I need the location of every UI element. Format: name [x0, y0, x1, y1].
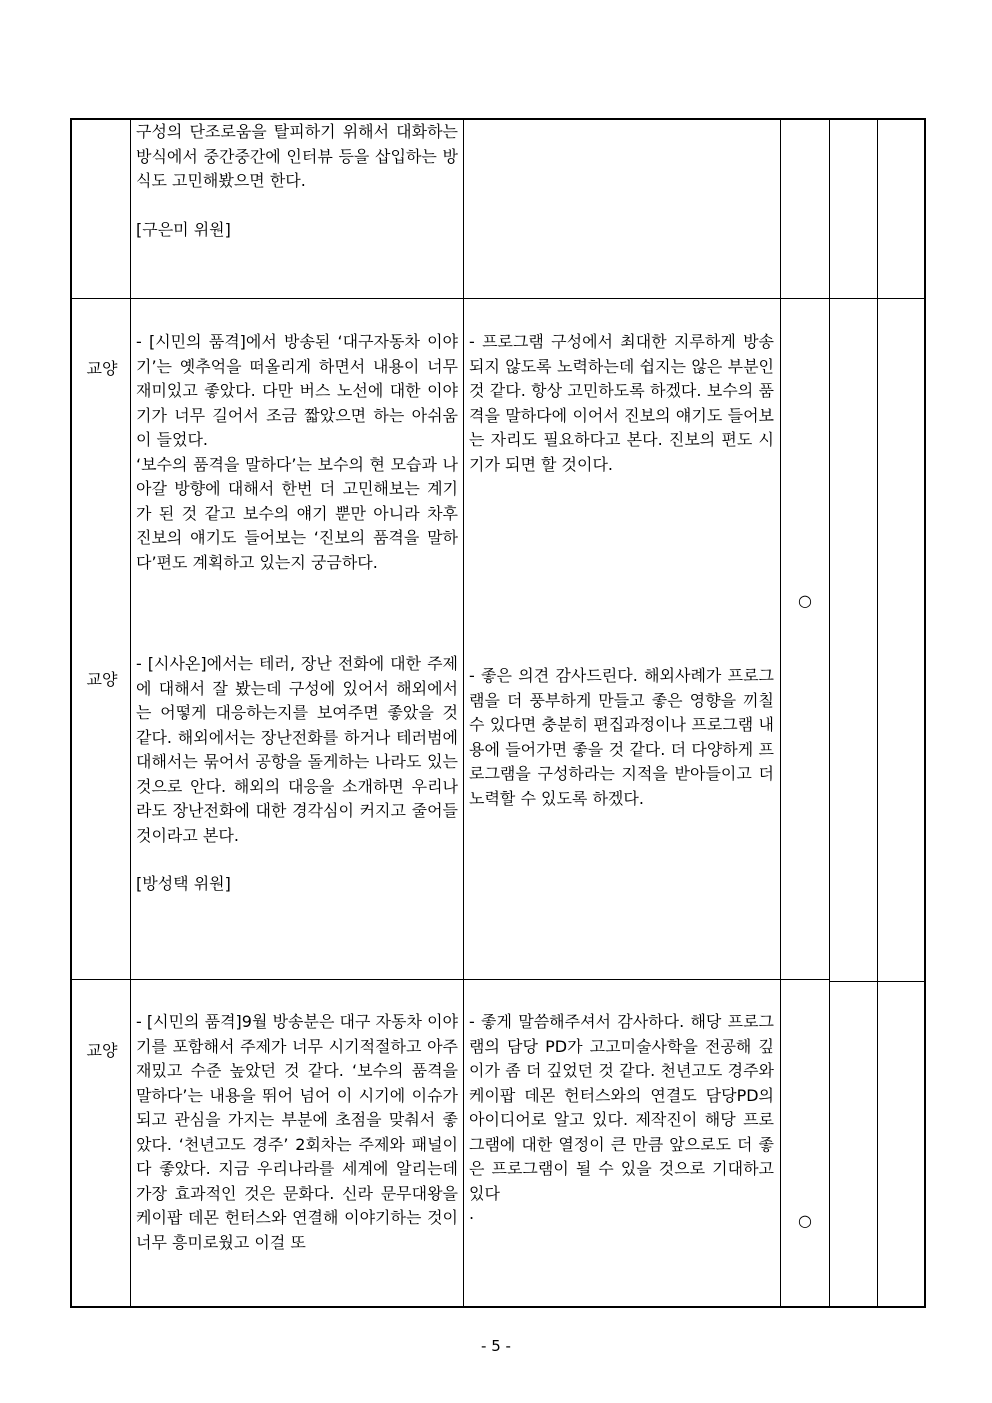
response-paragraph: - 좋게 말씀해주셔서 감사하다. 해당 프로그램의 담당 PD가 고고미술사학을 전공해 깊이가 좀 더 깊었던 것 같다. 천년고도 경주와 케이팝 데몬 헌터스와의 연결도 담당PD의 아이디어로 알고 있다. 제작진이 해당 프로그램에 대한 열정이 큰 만큼 앞으로도 더 좋은 프로그램이 될 수 있을 것으로 기대하고 있다	[469, 1012, 774, 1203]
opinion-paragraph: - [시민의 품격]에서 방송된 ‘대구자동차 이야기’는 옛추억을 떠올리게 하면서 내용이 너무 재미있고 좋았다. 다만 버스 노선에 대한 이야기가 너무 길어서 조금 짧았으면 하는 아쉬움이 들었다.	[136, 332, 458, 449]
committee-member-name: [구은미 위원]	[136, 219, 231, 239]
row-divider	[71, 979, 829, 980]
column-divider	[463, 119, 464, 1307]
response-trailing-dot: .	[469, 1204, 475, 1223]
check-mark: ○	[798, 1211, 812, 1230]
committee-member-name: [방성택 위원]	[136, 874, 231, 893]
column-divider	[877, 119, 878, 1307]
column-divider	[780, 119, 781, 1307]
category-label: 교양	[86, 670, 118, 689]
column-divider	[829, 119, 830, 1307]
row3-response	[469, 1010, 774, 1222]
page-number: - 5 -	[481, 1337, 511, 1355]
category-label: 교양	[86, 359, 118, 378]
row2-response-b: - 좋은 의견 감사드린다. 해외사례가 프로그램을 더 풍부하게 만들고 좋은 영향을 끼칠 수 있다면 충분히 편집과정이나 프로그램 내용에 들어가면 좋을 것 같다. 더 다양하게 프로그램을 구성하라는 지적을 받아들이고 더 노력할 수 있도록 하겠다.	[469, 666, 774, 808]
row2-response-a: - 프로그램 구성에서 최대한 지루하게 방송되지 않도록 노력하는데 쉽지는 않은 부분인 것 같다. 항상 고민하도록 하겠다. 보수의 품격을 말하다에 이어서 진보의 얘기도 들어보는 자리도 필요하다고 본다. 진보의 편도 시기가 되면 할 것이다.	[469, 332, 774, 474]
column-divider	[130, 119, 131, 1307]
opinion-paragraph: - [시사온]에서는 테러, 장난 전화에 대한 주제에 대해서 잘 봤는데 구성에 있어서 해외에서는 어떻게 대응하는지를 보여주면 좋았을 것 같다. 해외에서는 장난전화를 하거나 테러범에 대해서는 묶어서 공항을 돌게하는 나라도 있는 것으로 안다. 해외의 대응을 소개하면 우리나라도 장난전화에 대한 경각심이 커지고 줄어들 것이라고 본다.	[136, 654, 458, 845]
row3-opinion: - [시민의 품격]9월 방송분은 대구 자동차 이야기를 포함해서 주제가 너무 시기적절하고 아주 재밌고 수준 높았던 것 같다. ‘보수의 품격을 말하다’는 내용을 뛰어 넘어 이 시기에 이슈가 되고 관심을 가지는 부분에 초점을 맞춰서 좋았다. ‘천년고도 경주’ 2회차는 주제와 패널이 다 좋았다. 지금 우리나라를 세계에 알리는데 가장 효과적인 것은 문화다. 신라 문무대왕을 케이팝 데몬 헌터스와 연결해 이야기하는 것이 너무 흥미로웠고 이걸 또	[136, 1012, 458, 1252]
row2-opinion-b	[136, 652, 458, 897]
row1-opinion	[136, 120, 458, 242]
category-label: 교양	[86, 1041, 118, 1060]
opinion-paragraph: 구성의 단조로움을 탈피하기 위해서 대화하는 방식에서 중간중간에 인터뷰 등을 삽입하는 방식도 고민해봤으면 한다.	[136, 122, 458, 190]
check-mark: ○	[798, 591, 812, 610]
row2-opinion-a	[136, 330, 458, 575]
row-divider	[71, 298, 925, 299]
opinion-paragraph: ‘보수의 품격을 말하다’는 보수의 현 모습과 나아갈 방향에 대해서 한번 더 고민해보는 계기가 된 것 같고 보수의 얘기 뿐만 아니라 차후 진보의 얘기도 들어보는 ‘진보의 품격을 말하다’편도 계획하고 있는지 궁금하다.	[136, 454, 458, 572]
